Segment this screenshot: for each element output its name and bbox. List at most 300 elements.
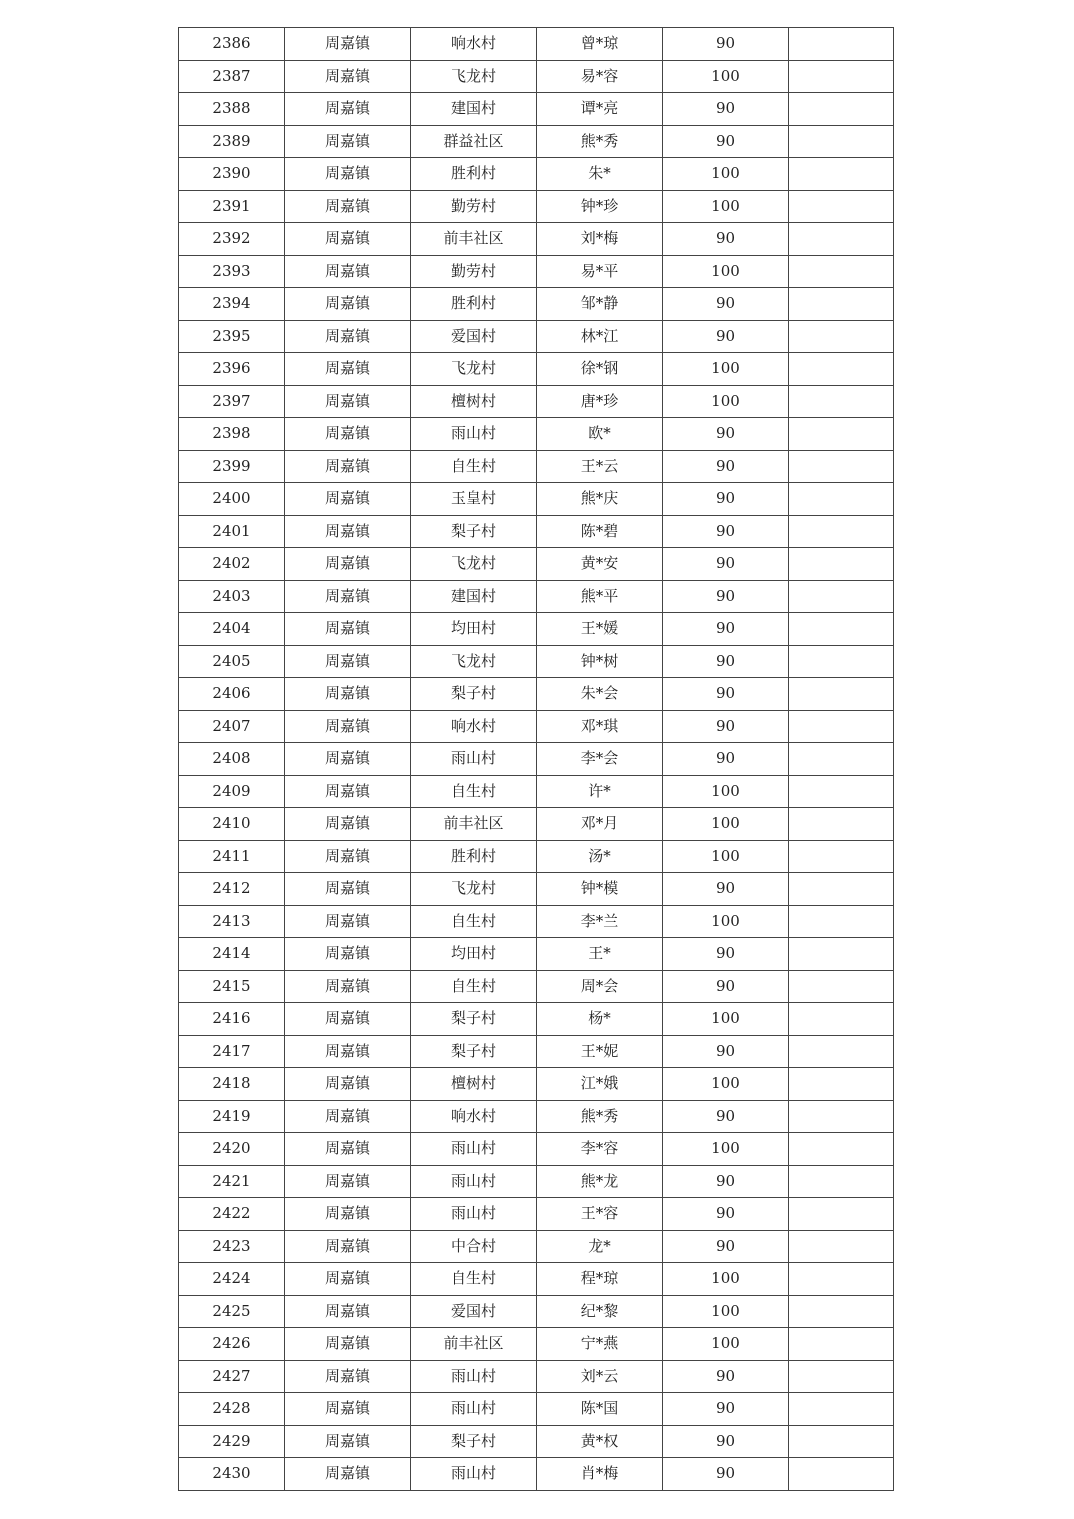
serial-cell: 2409 xyxy=(179,775,285,808)
table-row xyxy=(179,353,894,386)
village-cell: 均田村 xyxy=(411,938,537,971)
remark-cell xyxy=(789,125,894,158)
village-cell: 前丰社区 xyxy=(411,223,537,256)
village-cell: 梨子村 xyxy=(411,678,537,711)
table-row xyxy=(179,385,894,418)
town-cell: 周嘉镇 xyxy=(285,450,411,483)
name-cell: 唐*珍 xyxy=(537,385,663,418)
remark-cell xyxy=(789,743,894,776)
village-cell: 爱国村 xyxy=(411,1295,537,1328)
serial-cell: 2387 xyxy=(179,60,285,93)
village-cell: 建国村 xyxy=(411,93,537,126)
serial-cell: 2419 xyxy=(179,1100,285,1133)
town-cell: 周嘉镇 xyxy=(285,483,411,516)
name-cell: 陈*碧 xyxy=(537,515,663,548)
village-cell: 梨子村 xyxy=(411,1425,537,1458)
village-cell: 建国村 xyxy=(411,580,537,613)
serial-cell: 2411 xyxy=(179,840,285,873)
name-cell: 欧* xyxy=(537,418,663,451)
table-row xyxy=(179,873,894,906)
name-cell: 王*云 xyxy=(537,450,663,483)
name-cell: 黄*权 xyxy=(537,1425,663,1458)
serial-cell: 2410 xyxy=(179,808,285,841)
table-row xyxy=(179,775,894,808)
town-cell: 周嘉镇 xyxy=(285,1165,411,1198)
table-row xyxy=(179,418,894,451)
remark-cell xyxy=(789,1425,894,1458)
village-cell: 前丰社区 xyxy=(411,808,537,841)
serial-cell: 2393 xyxy=(179,255,285,288)
amount-cell: 90 xyxy=(663,223,789,256)
name-cell: 林*江 xyxy=(537,320,663,353)
table-row xyxy=(179,645,894,678)
town-cell: 周嘉镇 xyxy=(285,1100,411,1133)
name-cell: 陈*国 xyxy=(537,1393,663,1426)
remark-cell xyxy=(789,483,894,516)
village-cell: 胜利村 xyxy=(411,840,537,873)
village-cell: 中合村 xyxy=(411,1230,537,1263)
table-row xyxy=(179,255,894,288)
name-cell: 易*平 xyxy=(537,255,663,288)
amount-cell: 100 xyxy=(663,840,789,873)
table-row xyxy=(179,1133,894,1166)
remark-cell xyxy=(789,1458,894,1491)
town-cell: 周嘉镇 xyxy=(285,223,411,256)
table-row xyxy=(179,905,894,938)
amount-cell: 90 xyxy=(663,1360,789,1393)
village-cell: 响水村 xyxy=(411,710,537,743)
table-row xyxy=(179,515,894,548)
name-cell: 朱*会 xyxy=(537,678,663,711)
amount-cell: 100 xyxy=(663,1263,789,1296)
name-cell: 曾*琼 xyxy=(537,28,663,61)
village-cell: 胜利村 xyxy=(411,158,537,191)
town-cell: 周嘉镇 xyxy=(285,710,411,743)
amount-cell: 90 xyxy=(663,580,789,613)
town-cell: 周嘉镇 xyxy=(285,1360,411,1393)
serial-cell: 2427 xyxy=(179,1360,285,1393)
town-cell: 周嘉镇 xyxy=(285,255,411,288)
table-row xyxy=(179,1393,894,1426)
table-row xyxy=(179,190,894,223)
data-table xyxy=(178,27,894,1491)
table-row xyxy=(179,1198,894,1231)
remark-cell xyxy=(789,1068,894,1101)
amount-cell: 90 xyxy=(663,743,789,776)
serial-cell: 2403 xyxy=(179,580,285,613)
village-cell: 梨子村 xyxy=(411,1003,537,1036)
remark-cell xyxy=(789,710,894,743)
town-cell: 周嘉镇 xyxy=(285,93,411,126)
amount-cell: 90 xyxy=(663,1165,789,1198)
name-cell: 江*娥 xyxy=(537,1068,663,1101)
amount-cell: 90 xyxy=(663,548,789,581)
amount-cell: 100 xyxy=(663,808,789,841)
village-cell: 前丰社区 xyxy=(411,1328,537,1361)
village-cell: 自生村 xyxy=(411,450,537,483)
serial-cell: 2412 xyxy=(179,873,285,906)
name-cell: 邓*琪 xyxy=(537,710,663,743)
remark-cell xyxy=(789,450,894,483)
town-cell: 周嘉镇 xyxy=(285,1198,411,1231)
name-cell: 王*媛 xyxy=(537,613,663,646)
table-row xyxy=(179,580,894,613)
serial-cell: 2407 xyxy=(179,710,285,743)
village-cell: 飞龙村 xyxy=(411,60,537,93)
amount-cell: 90 xyxy=(663,125,789,158)
table-row xyxy=(179,1035,894,1068)
town-cell: 周嘉镇 xyxy=(285,320,411,353)
remark-cell xyxy=(789,190,894,223)
town-cell: 周嘉镇 xyxy=(285,1328,411,1361)
name-cell: 熊*平 xyxy=(537,580,663,613)
town-cell: 周嘉镇 xyxy=(285,190,411,223)
amount-cell: 100 xyxy=(663,385,789,418)
town-cell: 周嘉镇 xyxy=(285,970,411,1003)
village-cell: 群益社区 xyxy=(411,125,537,158)
name-cell: 杨* xyxy=(537,1003,663,1036)
amount-cell: 90 xyxy=(663,970,789,1003)
table-row xyxy=(179,223,894,256)
remark-cell xyxy=(789,775,894,808)
remark-cell xyxy=(789,93,894,126)
table-row xyxy=(179,970,894,1003)
remark-cell xyxy=(789,1360,894,1393)
village-cell: 檀树村 xyxy=(411,385,537,418)
amount-cell: 100 xyxy=(663,775,789,808)
amount-cell: 100 xyxy=(663,353,789,386)
remark-cell xyxy=(789,1035,894,1068)
name-cell: 汤* xyxy=(537,840,663,873)
name-cell: 王*容 xyxy=(537,1198,663,1231)
serial-cell: 2420 xyxy=(179,1133,285,1166)
town-cell: 周嘉镇 xyxy=(285,28,411,61)
amount-cell: 90 xyxy=(663,1035,789,1068)
name-cell: 肖*梅 xyxy=(537,1458,663,1491)
amount-cell: 100 xyxy=(663,1068,789,1101)
remark-cell xyxy=(789,873,894,906)
table-row xyxy=(179,1295,894,1328)
serial-cell: 2430 xyxy=(179,1458,285,1491)
serial-cell: 2416 xyxy=(179,1003,285,1036)
remark-cell xyxy=(789,905,894,938)
remark-cell xyxy=(789,223,894,256)
town-cell: 周嘉镇 xyxy=(285,1230,411,1263)
town-cell: 周嘉镇 xyxy=(285,418,411,451)
serial-cell: 2429 xyxy=(179,1425,285,1458)
town-cell: 周嘉镇 xyxy=(285,125,411,158)
amount-cell: 90 xyxy=(663,1425,789,1458)
amount-cell: 90 xyxy=(663,678,789,711)
amount-cell: 90 xyxy=(663,1100,789,1133)
remark-cell xyxy=(789,808,894,841)
remark-cell xyxy=(789,418,894,451)
serial-cell: 2386 xyxy=(179,28,285,61)
town-cell: 周嘉镇 xyxy=(285,840,411,873)
village-cell: 自生村 xyxy=(411,775,537,808)
table-row xyxy=(179,840,894,873)
town-cell: 周嘉镇 xyxy=(285,385,411,418)
serial-cell: 2424 xyxy=(179,1263,285,1296)
name-cell: 朱* xyxy=(537,158,663,191)
remark-cell xyxy=(789,970,894,1003)
village-cell: 雨山村 xyxy=(411,1165,537,1198)
village-cell: 自生村 xyxy=(411,970,537,1003)
name-cell: 王* xyxy=(537,938,663,971)
serial-cell: 2392 xyxy=(179,223,285,256)
remark-cell xyxy=(789,1133,894,1166)
serial-cell: 2404 xyxy=(179,613,285,646)
village-cell: 均田村 xyxy=(411,613,537,646)
remark-cell xyxy=(789,28,894,61)
serial-cell: 2405 xyxy=(179,645,285,678)
village-cell: 雨山村 xyxy=(411,1360,537,1393)
table-row xyxy=(179,1458,894,1491)
name-cell: 徐*钢 xyxy=(537,353,663,386)
serial-cell: 2394 xyxy=(179,288,285,321)
name-cell: 易*容 xyxy=(537,60,663,93)
village-cell: 梨子村 xyxy=(411,1035,537,1068)
town-cell: 周嘉镇 xyxy=(285,1393,411,1426)
remark-cell xyxy=(789,385,894,418)
name-cell: 邹*静 xyxy=(537,288,663,321)
remark-cell xyxy=(789,515,894,548)
village-cell: 飞龙村 xyxy=(411,353,537,386)
town-cell: 周嘉镇 xyxy=(285,580,411,613)
remark-cell xyxy=(789,840,894,873)
serial-cell: 2391 xyxy=(179,190,285,223)
name-cell: 刘*梅 xyxy=(537,223,663,256)
village-cell: 勤劳村 xyxy=(411,255,537,288)
town-cell: 周嘉镇 xyxy=(285,1458,411,1491)
amount-cell: 100 xyxy=(663,1003,789,1036)
village-cell: 飞龙村 xyxy=(411,873,537,906)
town-cell: 周嘉镇 xyxy=(285,548,411,581)
serial-cell: 2402 xyxy=(179,548,285,581)
amount-cell: 90 xyxy=(663,515,789,548)
village-cell: 勤劳村 xyxy=(411,190,537,223)
serial-cell: 2406 xyxy=(179,678,285,711)
amount-cell: 100 xyxy=(663,190,789,223)
amount-cell: 100 xyxy=(663,1133,789,1166)
town-cell: 周嘉镇 xyxy=(285,775,411,808)
amount-cell: 90 xyxy=(663,288,789,321)
town-cell: 周嘉镇 xyxy=(285,1068,411,1101)
name-cell: 李*兰 xyxy=(537,905,663,938)
serial-cell: 2395 xyxy=(179,320,285,353)
table-row xyxy=(179,1165,894,1198)
town-cell: 周嘉镇 xyxy=(285,873,411,906)
village-cell: 响水村 xyxy=(411,28,537,61)
amount-cell: 90 xyxy=(663,28,789,61)
remark-cell xyxy=(789,1393,894,1426)
remark-cell xyxy=(789,60,894,93)
amount-cell: 90 xyxy=(663,710,789,743)
name-cell: 熊*庆 xyxy=(537,483,663,516)
town-cell: 周嘉镇 xyxy=(285,905,411,938)
remark-cell xyxy=(789,548,894,581)
table-row xyxy=(179,808,894,841)
amount-cell: 90 xyxy=(663,873,789,906)
town-cell: 周嘉镇 xyxy=(285,1003,411,1036)
table-row xyxy=(179,678,894,711)
village-cell: 玉皇村 xyxy=(411,483,537,516)
name-cell: 李*会 xyxy=(537,743,663,776)
serial-cell: 2401 xyxy=(179,515,285,548)
serial-cell: 2417 xyxy=(179,1035,285,1068)
town-cell: 周嘉镇 xyxy=(285,1035,411,1068)
serial-cell: 2418 xyxy=(179,1068,285,1101)
serial-cell: 2396 xyxy=(179,353,285,386)
village-cell: 响水村 xyxy=(411,1100,537,1133)
village-cell: 飞龙村 xyxy=(411,645,537,678)
table-row xyxy=(179,1003,894,1036)
remark-cell xyxy=(789,288,894,321)
table-row xyxy=(179,288,894,321)
serial-cell: 2423 xyxy=(179,1230,285,1263)
amount-cell: 100 xyxy=(663,60,789,93)
name-cell: 谭*亮 xyxy=(537,93,663,126)
amount-cell: 90 xyxy=(663,450,789,483)
remark-cell xyxy=(789,1003,894,1036)
village-cell: 雨山村 xyxy=(411,1458,537,1491)
town-cell: 周嘉镇 xyxy=(285,645,411,678)
remark-cell xyxy=(789,1100,894,1133)
amount-cell: 100 xyxy=(663,158,789,191)
serial-cell: 2421 xyxy=(179,1165,285,1198)
table-row xyxy=(179,483,894,516)
table-row xyxy=(179,28,894,61)
amount-cell: 90 xyxy=(663,1230,789,1263)
amount-cell: 90 xyxy=(663,418,789,451)
remark-cell xyxy=(789,1328,894,1361)
name-cell: 钟*模 xyxy=(537,873,663,906)
table-row xyxy=(179,320,894,353)
name-cell: 程*琼 xyxy=(537,1263,663,1296)
serial-cell: 2389 xyxy=(179,125,285,158)
table-row xyxy=(179,1328,894,1361)
table-row xyxy=(179,60,894,93)
town-cell: 周嘉镇 xyxy=(285,808,411,841)
remark-cell xyxy=(789,158,894,191)
town-cell: 周嘉镇 xyxy=(285,743,411,776)
name-cell: 许* xyxy=(537,775,663,808)
serial-cell: 2400 xyxy=(179,483,285,516)
town-cell: 周嘉镇 xyxy=(285,288,411,321)
town-cell: 周嘉镇 xyxy=(285,1133,411,1166)
name-cell: 龙* xyxy=(537,1230,663,1263)
name-cell: 王*妮 xyxy=(537,1035,663,1068)
name-cell: 宁*燕 xyxy=(537,1328,663,1361)
remark-cell xyxy=(789,1230,894,1263)
remark-cell xyxy=(789,320,894,353)
village-cell: 爱国村 xyxy=(411,320,537,353)
amount-cell: 100 xyxy=(663,1328,789,1361)
serial-cell: 2397 xyxy=(179,385,285,418)
amount-cell: 90 xyxy=(663,1198,789,1231)
name-cell: 钟*珍 xyxy=(537,190,663,223)
table-row xyxy=(179,938,894,971)
amount-cell: 90 xyxy=(663,613,789,646)
name-cell: 熊*秀 xyxy=(537,125,663,158)
amount-cell: 100 xyxy=(663,255,789,288)
amount-cell: 90 xyxy=(663,938,789,971)
amount-cell: 100 xyxy=(663,905,789,938)
amount-cell: 90 xyxy=(663,483,789,516)
amount-cell: 90 xyxy=(663,1458,789,1491)
village-cell: 梨子村 xyxy=(411,515,537,548)
serial-cell: 2390 xyxy=(179,158,285,191)
town-cell: 周嘉镇 xyxy=(285,1425,411,1458)
table-row xyxy=(179,1263,894,1296)
serial-cell: 2413 xyxy=(179,905,285,938)
remark-cell xyxy=(789,1263,894,1296)
serial-cell: 2414 xyxy=(179,938,285,971)
village-cell: 雨山村 xyxy=(411,743,537,776)
amount-cell: 90 xyxy=(663,645,789,678)
table-row xyxy=(179,613,894,646)
name-cell: 钟*树 xyxy=(537,645,663,678)
name-cell: 熊*秀 xyxy=(537,1100,663,1133)
village-cell: 自生村 xyxy=(411,1263,537,1296)
table-row xyxy=(179,158,894,191)
table-row xyxy=(179,1068,894,1101)
remark-cell xyxy=(789,353,894,386)
serial-cell: 2428 xyxy=(179,1393,285,1426)
serial-cell: 2425 xyxy=(179,1295,285,1328)
serial-cell: 2426 xyxy=(179,1328,285,1361)
amount-cell: 90 xyxy=(663,320,789,353)
name-cell: 刘*云 xyxy=(537,1360,663,1393)
remark-cell xyxy=(789,580,894,613)
table-row xyxy=(179,743,894,776)
name-cell: 熊*龙 xyxy=(537,1165,663,1198)
name-cell: 纪*黎 xyxy=(537,1295,663,1328)
table-row xyxy=(179,1230,894,1263)
town-cell: 周嘉镇 xyxy=(285,515,411,548)
village-cell: 檀树村 xyxy=(411,1068,537,1101)
name-cell: 黄*安 xyxy=(537,548,663,581)
town-cell: 周嘉镇 xyxy=(285,1295,411,1328)
remark-cell xyxy=(789,1198,894,1231)
table-row xyxy=(179,1360,894,1393)
village-cell: 飞龙村 xyxy=(411,548,537,581)
village-cell: 雨山村 xyxy=(411,1133,537,1166)
village-cell: 雨山村 xyxy=(411,1198,537,1231)
village-cell: 胜利村 xyxy=(411,288,537,321)
town-cell: 周嘉镇 xyxy=(285,678,411,711)
table-row xyxy=(179,710,894,743)
serial-cell: 2422 xyxy=(179,1198,285,1231)
town-cell: 周嘉镇 xyxy=(285,1263,411,1296)
serial-cell: 2415 xyxy=(179,970,285,1003)
remark-cell xyxy=(789,1295,894,1328)
serial-cell: 2408 xyxy=(179,743,285,776)
remark-cell xyxy=(789,938,894,971)
village-cell: 雨山村 xyxy=(411,418,537,451)
table-row xyxy=(179,548,894,581)
town-cell: 周嘉镇 xyxy=(285,938,411,971)
serial-cell: 2388 xyxy=(179,93,285,126)
town-cell: 周嘉镇 xyxy=(285,353,411,386)
amount-cell: 90 xyxy=(663,93,789,126)
name-cell: 李*容 xyxy=(537,1133,663,1166)
amount-cell: 90 xyxy=(663,1393,789,1426)
table-row xyxy=(179,1100,894,1133)
town-cell: 周嘉镇 xyxy=(285,158,411,191)
table-row xyxy=(179,93,894,126)
table-row xyxy=(179,450,894,483)
